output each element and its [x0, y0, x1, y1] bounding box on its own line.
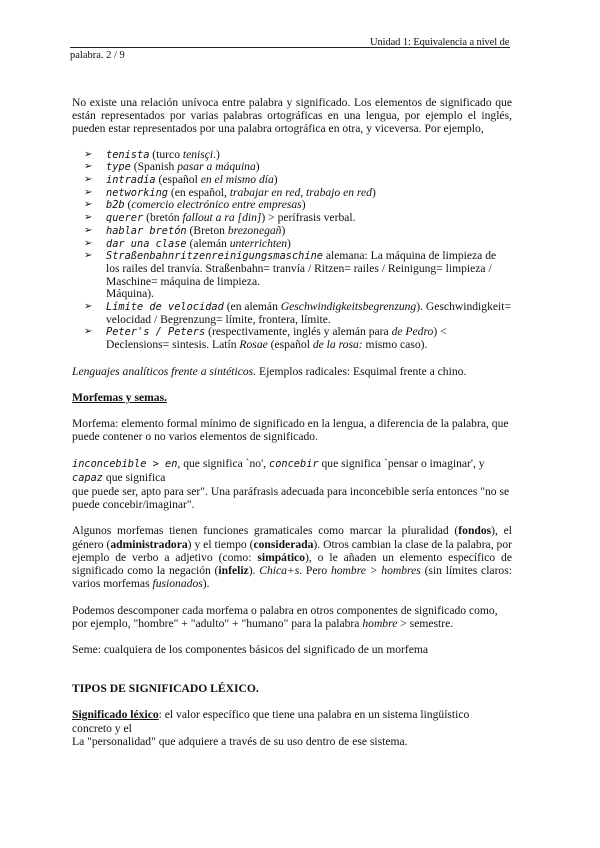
example-text: ) > perífrasis verbal. [261, 211, 356, 225]
example-text: (bretón [143, 211, 183, 225]
examples-list [72, 149, 512, 352]
example-item [84, 326, 512, 351]
significado-label: Significado léxico [72, 708, 159, 722]
lenguajes-rest: Ejemplos radicales: Esquimal frente a chino. [256, 364, 467, 378]
example-text: (turco [149, 147, 183, 161]
algunos-run: ). [248, 564, 260, 578]
algunos-run: Algunos morfemas tienen funciones gramaticales como marcar la pluralidad ( [72, 524, 459, 538]
inconcebible-run: que significa `pensar o imaginar', y [318, 456, 485, 470]
example-item [84, 212, 512, 225]
podemos-run: hombre [362, 616, 398, 630]
significado-rest: : el valor específico que tiene una palabra en un sistema lingüístico concreto y el [72, 708, 470, 735]
significado-paragraph [72, 708, 512, 748]
example-text: Máquina). [106, 287, 154, 301]
algunos-run: administradora [110, 537, 188, 551]
inconcebible-run: que puede ser, apto para ser". Una paráfrasis adecuada para inconcebible sería entonces "no se puede concebir/imaginar". [72, 485, 510, 512]
example-text: brezonegañ [227, 223, 282, 237]
example-text: ) [273, 173, 278, 187]
example-text: (alemán [186, 236, 230, 250]
example-text: tenisçi [182, 147, 214, 161]
example-text: mismo caso). [362, 338, 428, 352]
inconcebible-run: concebir [269, 457, 319, 470]
example-text: fallout a ra [din] [182, 211, 262, 225]
document-body [72, 96, 512, 748]
example-item [84, 250, 512, 301]
algunos-run: hombre > hombres [330, 564, 421, 578]
example-text: (Spanish [130, 160, 178, 174]
example-text: ) [371, 185, 376, 199]
example-term: Límite de velocidad [106, 301, 224, 314]
example-text: de Pedro [391, 325, 434, 339]
algunos-run: ), o le añaden un elemento específico de significado como la negación ( [72, 550, 512, 578]
example-term: b2b [106, 199, 125, 212]
example-text: ) < Declensions= sintesis. Latín [106, 325, 447, 352]
example-text: unterrichten [229, 236, 288, 250]
header-rule [70, 47, 510, 48]
example-term: hablar bretón [106, 224, 187, 237]
podemos-run: Podemos descomponer cada morfema o palabra en otros componentes de significado como, por ejemplo, "hombre" + "adulto" + "humano" para la palabra [72, 603, 498, 630]
example-item [84, 225, 512, 238]
algunos-run: infeliz [218, 564, 249, 578]
example-text: Rosae [239, 338, 268, 352]
example-text: ). Geschwindigkeit= velocidad / Begrenzung= límite, frontera, límite. [106, 300, 511, 326]
inconcebible-run: capaz [72, 471, 103, 484]
morfemas-heading: Morfemas y semas. [72, 391, 167, 405]
example-term: querer [106, 212, 144, 225]
algunos-run: simpático [257, 550, 306, 564]
example-term: networking [106, 186, 168, 199]
page-indicator: palabra. 2 / 9 [70, 50, 125, 61]
algunos-run: considerada [253, 537, 314, 551]
example-text: ( [124, 198, 132, 212]
podemos-run: > semestre. [397, 616, 454, 630]
example-item [84, 161, 512, 174]
algunos-run: fondos [458, 524, 492, 538]
algunos-run: (sin límites claros: varios morfemas [72, 564, 512, 591]
example-text: Geschwindigkeitsbegrenzung [280, 300, 417, 314]
inconcebible-run: , que significa `no', [177, 456, 269, 470]
lenguajes-paragraph [72, 365, 512, 378]
example-text: ) [255, 160, 260, 174]
example-term: tenista [106, 148, 150, 161]
algunos-run: ) y el tiempo ( [187, 537, 254, 551]
example-item [84, 301, 512, 326]
example-text: ) [281, 223, 286, 237]
inconcebible-run: que significa [103, 470, 166, 484]
intro-paragraph: No existe una relación unívoca entre palabra y significado. Los elementos de significado que están representados por varias palabras ortográficas en una lengua, por ejemplo el inglés, pueden estar representados por una palabra ortográfica en otra, y viceversa. Por ejemplo, [72, 96, 512, 136]
running-header: Unidad 1: Equivalencia a nivel de [370, 37, 510, 48]
algunos-run: Chica+s [259, 564, 300, 578]
example-text: .) [213, 147, 220, 161]
algunos-run: fusionados [152, 577, 203, 591]
example-term: dar una clase [106, 237, 187, 250]
example-text: ) [301, 198, 306, 212]
algunos-run: . Pero [299, 564, 331, 578]
tipos-heading: TIPOS DE SIGNIFICADO LÉXICO. [72, 682, 259, 696]
example-term: Peter's / Peters [106, 326, 206, 339]
podemos-paragraph [72, 604, 512, 630]
inconcebible-paragraph [72, 457, 512, 512]
inconcebible-run: inconcebible > en [72, 457, 178, 470]
algunos-run: ), el género ( [72, 524, 513, 551]
example-text: de la rosa: [312, 338, 363, 352]
example-term: Straßenbahnritzenreinigungsmaschine [106, 250, 323, 263]
example-text: ) [287, 236, 291, 250]
algunos-run: ). [202, 577, 210, 591]
morfema-definition: Morfema: elemento formal mínimo de significado en la lengua, a diferencia de la palabra, que puede contener o no varios elementos de significado. [72, 417, 509, 444]
example-text: (respectivamente, inglés y alemán para [205, 325, 392, 339]
example-text: alemana: La máquina de limpieza de los railes del tranvía. Straßenbahn= tranvía / Ritzen= railes / Reinigung= limpieza / Maschine= máquina de limpieza. [106, 249, 497, 288]
example-text: (español [267, 338, 313, 352]
example-text: (en alemán [223, 300, 281, 314]
example-text: trabajar en red, trabajo en red [229, 185, 372, 199]
lenguajes-italic: Lenguajes analíticos frente a sintéticos. [72, 364, 257, 378]
seme-definition: Seme: cualquiera de los componentes básicos del significado de un morfema [72, 642, 429, 656]
example-text: pasar a máquina [177, 160, 256, 174]
example-term: type [106, 161, 131, 174]
significado-line2: La "personalidad" que adquiere a través de su uso dentro de ese sistema. [72, 734, 408, 748]
example-text: comercio electrónico entre empresas [131, 198, 302, 212]
algunos-run: ). Otros cambian la clase de la palabra, por ejemplo de verbo a adjetivo (como: [72, 537, 512, 564]
example-text: (en español, [168, 185, 230, 199]
example-text: en el mismo día [200, 173, 274, 187]
example-text: (Breton [186, 223, 228, 237]
algunos-paragraph [72, 524, 512, 590]
example-text: (español [155, 173, 201, 187]
example-term: intradía [106, 174, 156, 187]
